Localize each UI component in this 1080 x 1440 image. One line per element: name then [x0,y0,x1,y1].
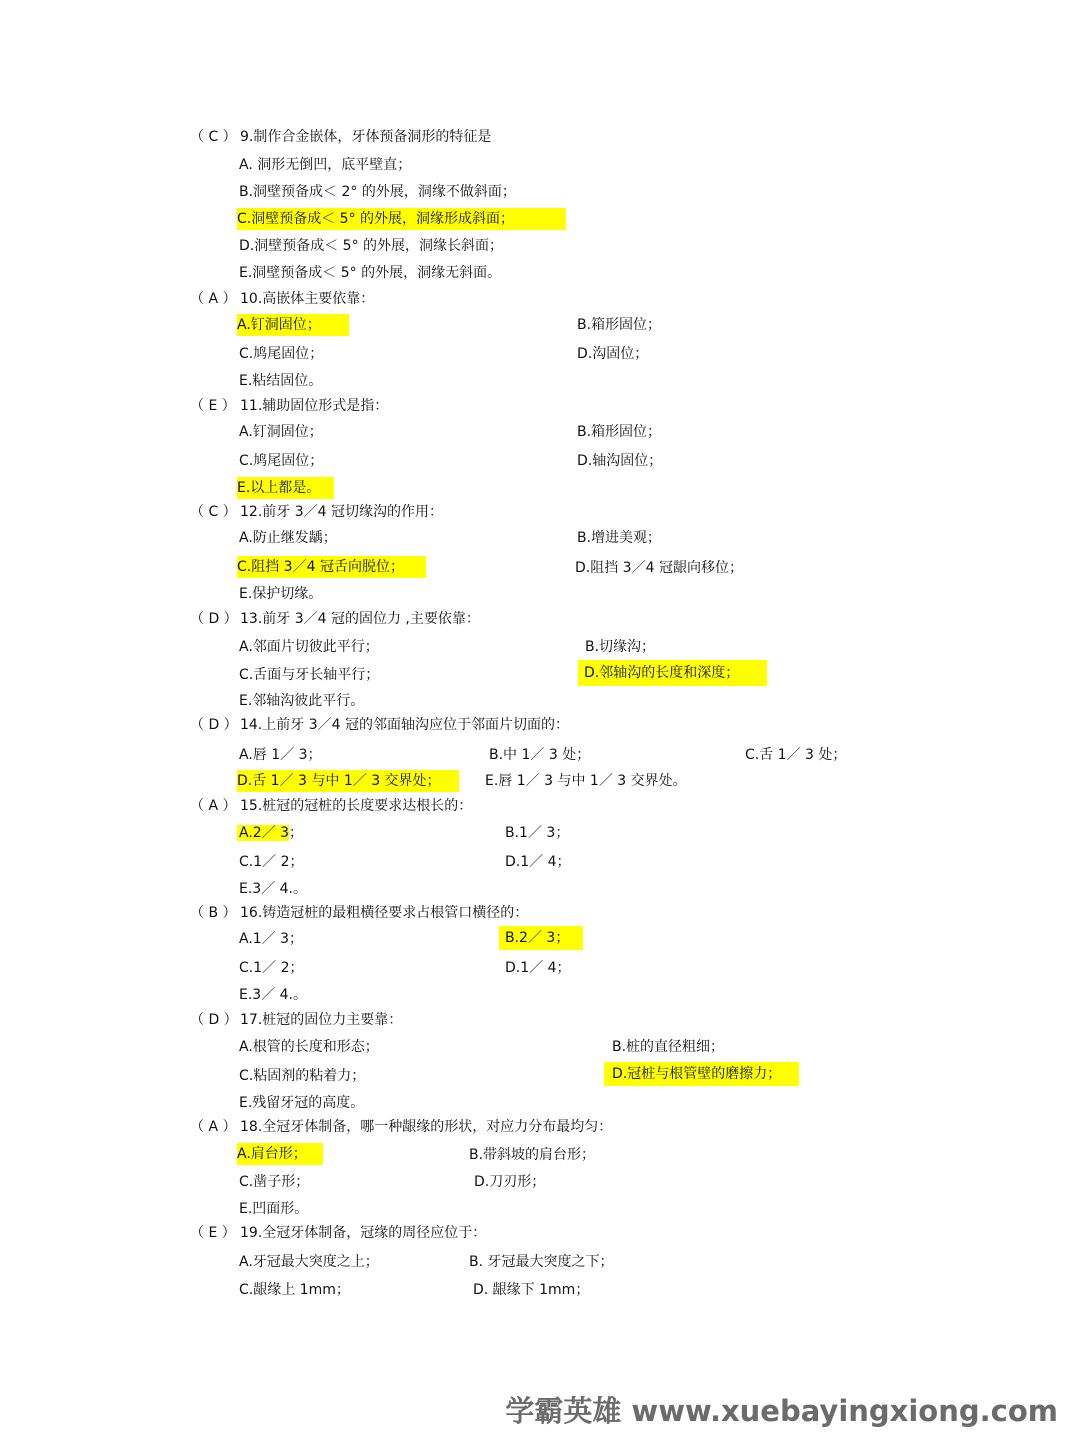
option-b-highlighted: B.2／ 3； [499,926,583,950]
option-e-highlighted: E.以上都是。 [237,477,334,499]
option-a-highlighted: A.肩台形； [237,1143,323,1165]
option-c: C.龈缘上 1mm； [239,1282,350,1298]
option-b: B.增进美观； [577,530,662,546]
option-e: E.粘结固位。 [239,373,323,389]
question-stem: 16.铸造冠桩的最粗横径要求占根管口横径的： [240,905,529,921]
option-c: C.1／ 2； [239,960,304,976]
option-c: C.鸠尾固位； [239,453,324,469]
answer-label: （ E ） [190,398,236,414]
option-c: C.舌面与牙长轴平行； [239,667,380,683]
option-b: B.洞壁预备成＜ 2° 的外展，洞缘不做斜面； [239,184,516,200]
answer-label: （ C ） [190,129,237,145]
answer-label: （ A ） [190,291,237,307]
answer-label: （ D ） [190,717,238,733]
option-b: B.中 1／ 3 处； [489,747,591,763]
option-b: B. 牙冠最大突度之下； [469,1254,614,1270]
option-d-highlighted: D.冠桩与根管壁的磨擦力； [604,1062,799,1086]
option-a: A.钉洞固位； [239,424,323,440]
option-a: A.唇 1／ 3； [239,747,322,763]
option-e: E.凹面形。 [239,1201,309,1217]
question-stem: 12.前牙 3／4 冠切缘沟的作用： [240,504,443,520]
answer-label: （ E ） [190,1225,236,1241]
option-c: C.鸠尾固位； [239,346,324,362]
question-stem: 10.高嵌体主要依靠： [240,291,375,307]
question-stem: 18.全冠牙体制备，哪一种龈缘的形状，对应力分布最均匀： [240,1119,613,1135]
answer-label: （ A ） [190,798,237,814]
option-a: A. 洞形无倒凹，底平壁直； [239,157,412,173]
option-a: A.根管的长度和形态； [239,1039,379,1055]
option-c: C.1／ 2； [239,854,304,870]
option-e: E.3／ 4.。 [239,987,308,1003]
watermark: 学霸英雄 www.xuebayingxiong.com [505,1394,1058,1428]
option-b: B.桩的直径粗细； [612,1039,725,1055]
option-a: A.防止继发龋； [239,530,337,546]
option-b: B.切缘沟； [585,639,656,655]
option-a-highlighted: A.钉洞固位； [237,314,349,336]
answer-label: （ D ） [190,611,238,627]
option-d-highlighted: D.舌 1／ 3 与中 1／ 3 交界处； [237,770,459,792]
option-d: D.1／ 4； [505,960,571,976]
option-b: B.箱形固位； [577,424,662,440]
question-stem: 15.桩冠的冠桩的长度要求达根长的： [240,798,473,814]
option-a [237,822,303,844]
option-a: A.1／ 3； [239,931,304,947]
option-a: A.牙冠最大突度之上； [239,1254,379,1270]
question-stem: 19.全冠牙体制备，冠缘的周径应位于： [240,1225,487,1241]
option-e: E.保护切缘。 [239,586,323,602]
option-e: E.残留牙冠的高度。 [239,1095,365,1111]
option-e: E.邻轴沟彼此平行。 [239,693,365,709]
option-d: D.阻挡 3／4 冠龈向移位； [575,560,743,576]
option-a: A.邻面片切彼此平行； [239,639,379,655]
question-stem: 13.前牙 3／4 冠的固位力 ,主要依靠： [240,611,480,627]
option-c-highlighted: C.阻挡 3／4 冠舌向脱位； [237,556,426,578]
option-e: E.3／ 4.。 [239,881,308,897]
option-d: D.沟固位； [577,346,649,362]
option-d: D. 龈缘下 1mm； [473,1282,590,1298]
option-d: D.刀刃形； [474,1174,546,1190]
answer-label: （ B ） [190,905,237,921]
question-stem: 11.辅助固位形式是指： [240,398,389,414]
option-c-highlighted: C.洞壁预备成＜ 5° 的外展，洞缘形成斜面； [237,208,566,230]
answer-label: （ D ） [190,1012,238,1028]
option-e: E.唇 1／ 3 与中 1／ 3 交界处。 [485,773,687,789]
option-e: E.洞壁预备成＜ 5° 的外展，洞缘无斜面。 [239,265,502,281]
option-a-highlighted: A.2／ 3 [239,825,290,841]
option-c: C.粘固剂的粘着力； [239,1068,366,1084]
option-c: C.凿子形； [239,1174,310,1190]
answer-label: （ A ） [190,1119,237,1135]
option-c: C.舌 1／ 3 处； [745,747,847,763]
answer-label: （ C ） [190,504,237,520]
option-a-suffix: ； [289,825,304,841]
option-b: B.带斜坡的肩台形； [469,1147,596,1163]
option-d: D.轴沟固位； [577,453,663,469]
question-stem: 14.上前牙 3／4 冠的邻面轴沟应位于邻面片切面的： [240,717,569,733]
option-b: B.1／ 3； [505,825,570,841]
option-d: D.1／ 4； [505,854,571,870]
option-d: D.洞壁预备成＜ 5° 的外展，洞缘长斜面； [239,238,504,254]
option-b: B.箱形固位； [577,317,662,333]
question-stem: 17.桩冠的固位力主要靠： [240,1012,403,1028]
question-stem: 9.制作合金嵌体，牙体预备洞形的特征是 [240,129,492,145]
option-d-highlighted: D.邻轴沟的长度和深度； [578,660,767,686]
